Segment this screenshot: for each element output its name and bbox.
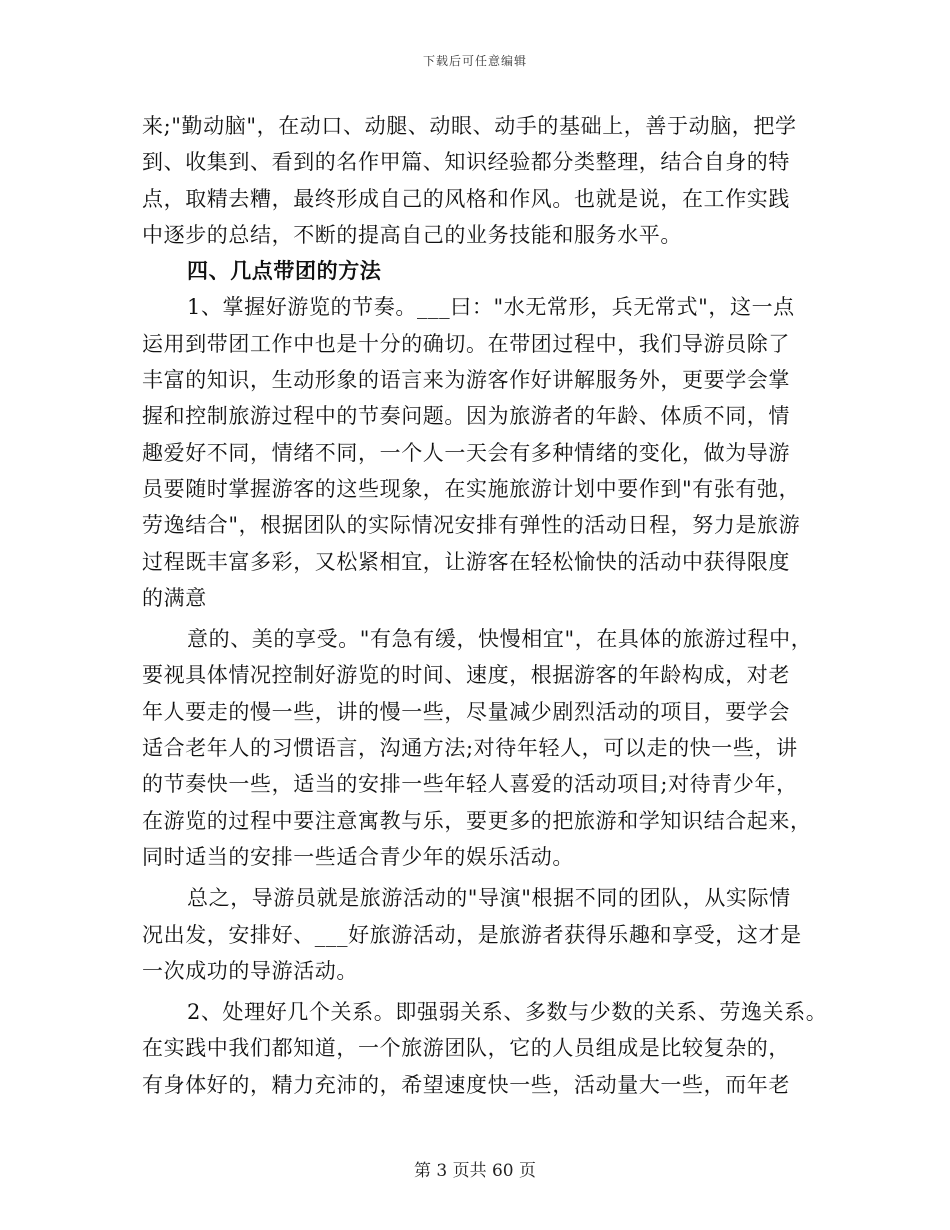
body-line: 中逐步的总结，不断的提高自己的业务技能和服务水平。 bbox=[142, 222, 682, 247]
body-line: 同时适当的安排一些适合青少年的娱乐活动。 bbox=[142, 844, 574, 869]
body-line: 的满意 bbox=[142, 585, 207, 610]
section-heading: 四、几点带团的方法 bbox=[187, 258, 382, 284]
body-line: 意的、美的享受。"有急有缓，快慢相宜"，在具体的旅游过程中， bbox=[187, 627, 813, 652]
body-line: 况出发，安排好、___好旅游活动，是旅游者获得乐趣和享受，这才是 bbox=[142, 922, 802, 947]
body-line: 年人要走的慢一些，讲的慢一些，尽量减少剧烈活动的项目，要学会 bbox=[142, 699, 790, 724]
body-line: 在游览的过程中要注意寓教与乐，要更多的把旅游和学知识结合起来， bbox=[142, 808, 812, 833]
body-line: 适合老年人的习惯语言，沟通方法;对待年轻人，可以走的快一些，讲 bbox=[142, 736, 798, 761]
body-line: 握和控制旅游过程中的节奏问题。因为旅游者的年龄、体质不同，情 bbox=[142, 404, 790, 429]
body-line: 有身体好的，精力充沛的，希望速度快一些，活动量大一些，而年老 bbox=[142, 1072, 790, 1097]
body-line: 到、收集到、看到的名作甲篇、知识经验都分类整理，结合自身的特 bbox=[142, 150, 790, 175]
body-line: 趣爱好不同，情绪不同，一个人一天会有多种情绪的变化，做为导游 bbox=[142, 440, 790, 465]
body-line: 一次成功的导游活动。 bbox=[142, 958, 358, 983]
body-line: 总之，导游员就是旅游活动的"导演"根据不同的团队，从实际情 bbox=[187, 886, 791, 911]
body-line: 来;"勤动脑"，在动口、动腿、动眼、动手的基础上，善于动脑，把学 bbox=[142, 114, 797, 138]
body-line: 2、处理好几个关系。即强弱关系、多数与少数的关系、劳逸关系。 bbox=[187, 1000, 828, 1025]
body-line: 点，取精去糟，最终形成自己的风格和作风。也就是说，在工作实践 bbox=[142, 186, 790, 211]
body-line: 在实践中我们都知道，一个旅游团队，它的人员组成是比较复杂的， bbox=[142, 1036, 790, 1061]
body-line: 的节奏快一些，适当的安排一些年轻人喜爱的活动项目;对待青少年， bbox=[142, 772, 798, 797]
page-number-footer: 第 3 页共 60 页 bbox=[413, 1161, 537, 1181]
body-line: 运用到带团工作中也是十分的确切。在带团过程中，我们导游员除了 bbox=[142, 331, 790, 356]
body-line: 要视具体情况控制好游览的时间、速度，根据游客的年龄构成，对老 bbox=[142, 663, 790, 688]
page-header: 下载后可任意编辑 bbox=[422, 54, 527, 68]
body-line: 丰富的知识，生动形象的语言来为游客作好讲解服务外，更要学会掌 bbox=[142, 368, 790, 393]
body-line: 劳逸结合"，根据团队的实际情况安排有弹性的活动日程，努力是旅游 bbox=[142, 513, 801, 538]
document-body bbox=[142, 108, 832, 1103]
body-line: 员要随时掌握游客的这些现象，在实施旅游计划中要作到"有张有弛， bbox=[142, 476, 801, 501]
body-line: 1、掌握好游览的节奏。___曰："水无常形，兵无常式"，这一点 bbox=[187, 295, 795, 320]
body-line: 过程既丰富多彩，又松紧相宜，让游客在轻松愉快的活动中获得限度 bbox=[142, 549, 790, 574]
